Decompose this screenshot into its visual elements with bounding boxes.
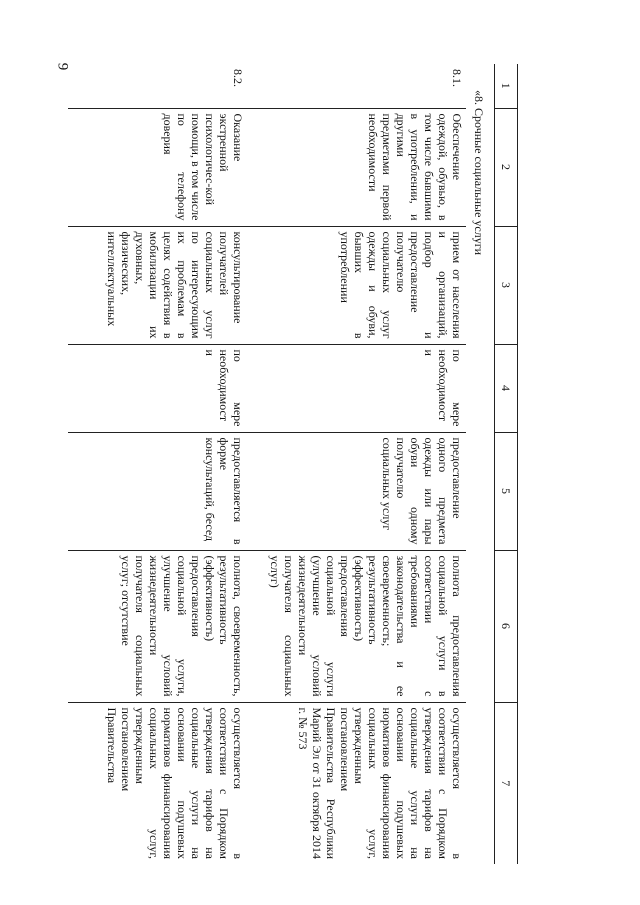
column-number-6: 6 — [495, 550, 518, 702]
table-row — [68, 64, 247, 864]
rotated-page-content — [105, 64, 518, 864]
service-name: Обеспечение одеждой, обувью, в том числе бывшими в употреблении, и другими предметами первой необходимости — [247, 108, 466, 226]
services-table — [68, 64, 518, 864]
service-quality: полнота, своевременность, результативность (эффективность) предоставления социальной услуги, улучшение условий жизнедеятельности получателя социальных услуг; отсутствие — [68, 550, 247, 702]
section-title: «8. Срочные социальные услуги — [472, 90, 486, 256]
service-norm: предоставление одного предмета одежды или пары обуви одному получателю социальных услуг — [247, 432, 466, 550]
service-description: прием от населения и организаций, подбор и предоставление получателю социальных услуг одежды и обуви, бывших в употреблении — [247, 226, 466, 344]
column-number-2: 2 — [495, 108, 518, 226]
table-row — [247, 64, 466, 864]
column-number-5: 5 — [495, 432, 518, 550]
row-number: 8.2. — [231, 69, 245, 87]
column-number-1: 1 — [495, 64, 518, 108]
service-norm: предоставляется в форме консультаций, бесед — [68, 432, 247, 550]
service-name: Оказание экстренной психологичес-кой помощи, в том числе по телефону доверия — [68, 108, 247, 226]
service-description: консультирование получателей социальных услуг по интересующим их проблемам в целях содействия в мобилизации их духовных, физических, интеллектуальных — [68, 226, 247, 344]
service-quality: полнота предоставления социальной услуги в соответствии с требованиями законодательства и ее своевременность; результативность (эффективность) предоставления социальной услуги (улучшение условий жизнедеятельности получателя социальных услуг) — [247, 550, 466, 702]
section-title-row — [466, 64, 495, 864]
page-number: 9 — [54, 62, 71, 71]
column-number-7: 7 — [495, 702, 518, 864]
service-timing: по мере необходимости — [68, 344, 247, 432]
service-financing: осуществляется в соответствии с Порядком утверждения тарифов на социальные услуги на основании подушевых нормативов финансирования социальных услуг, утвержденным постановлением Правительства Республики Марий Эл от 31 октября 2014 г. № 573 — [247, 702, 466, 864]
column-number-3: 3 — [495, 226, 518, 344]
table-header-row — [495, 64, 518, 864]
service-timing: по мере необходимости — [247, 344, 466, 432]
column-number-4: 4 — [495, 344, 518, 432]
service-financing: осуществляется в соответствии с Порядком утверждения тарифов на социальные услуги на основании подушевых нормативов финансирования социальных услуг, утвержденным постановлением Правительства — [68, 702, 247, 864]
row-number: 8.1. — [450, 69, 464, 87]
